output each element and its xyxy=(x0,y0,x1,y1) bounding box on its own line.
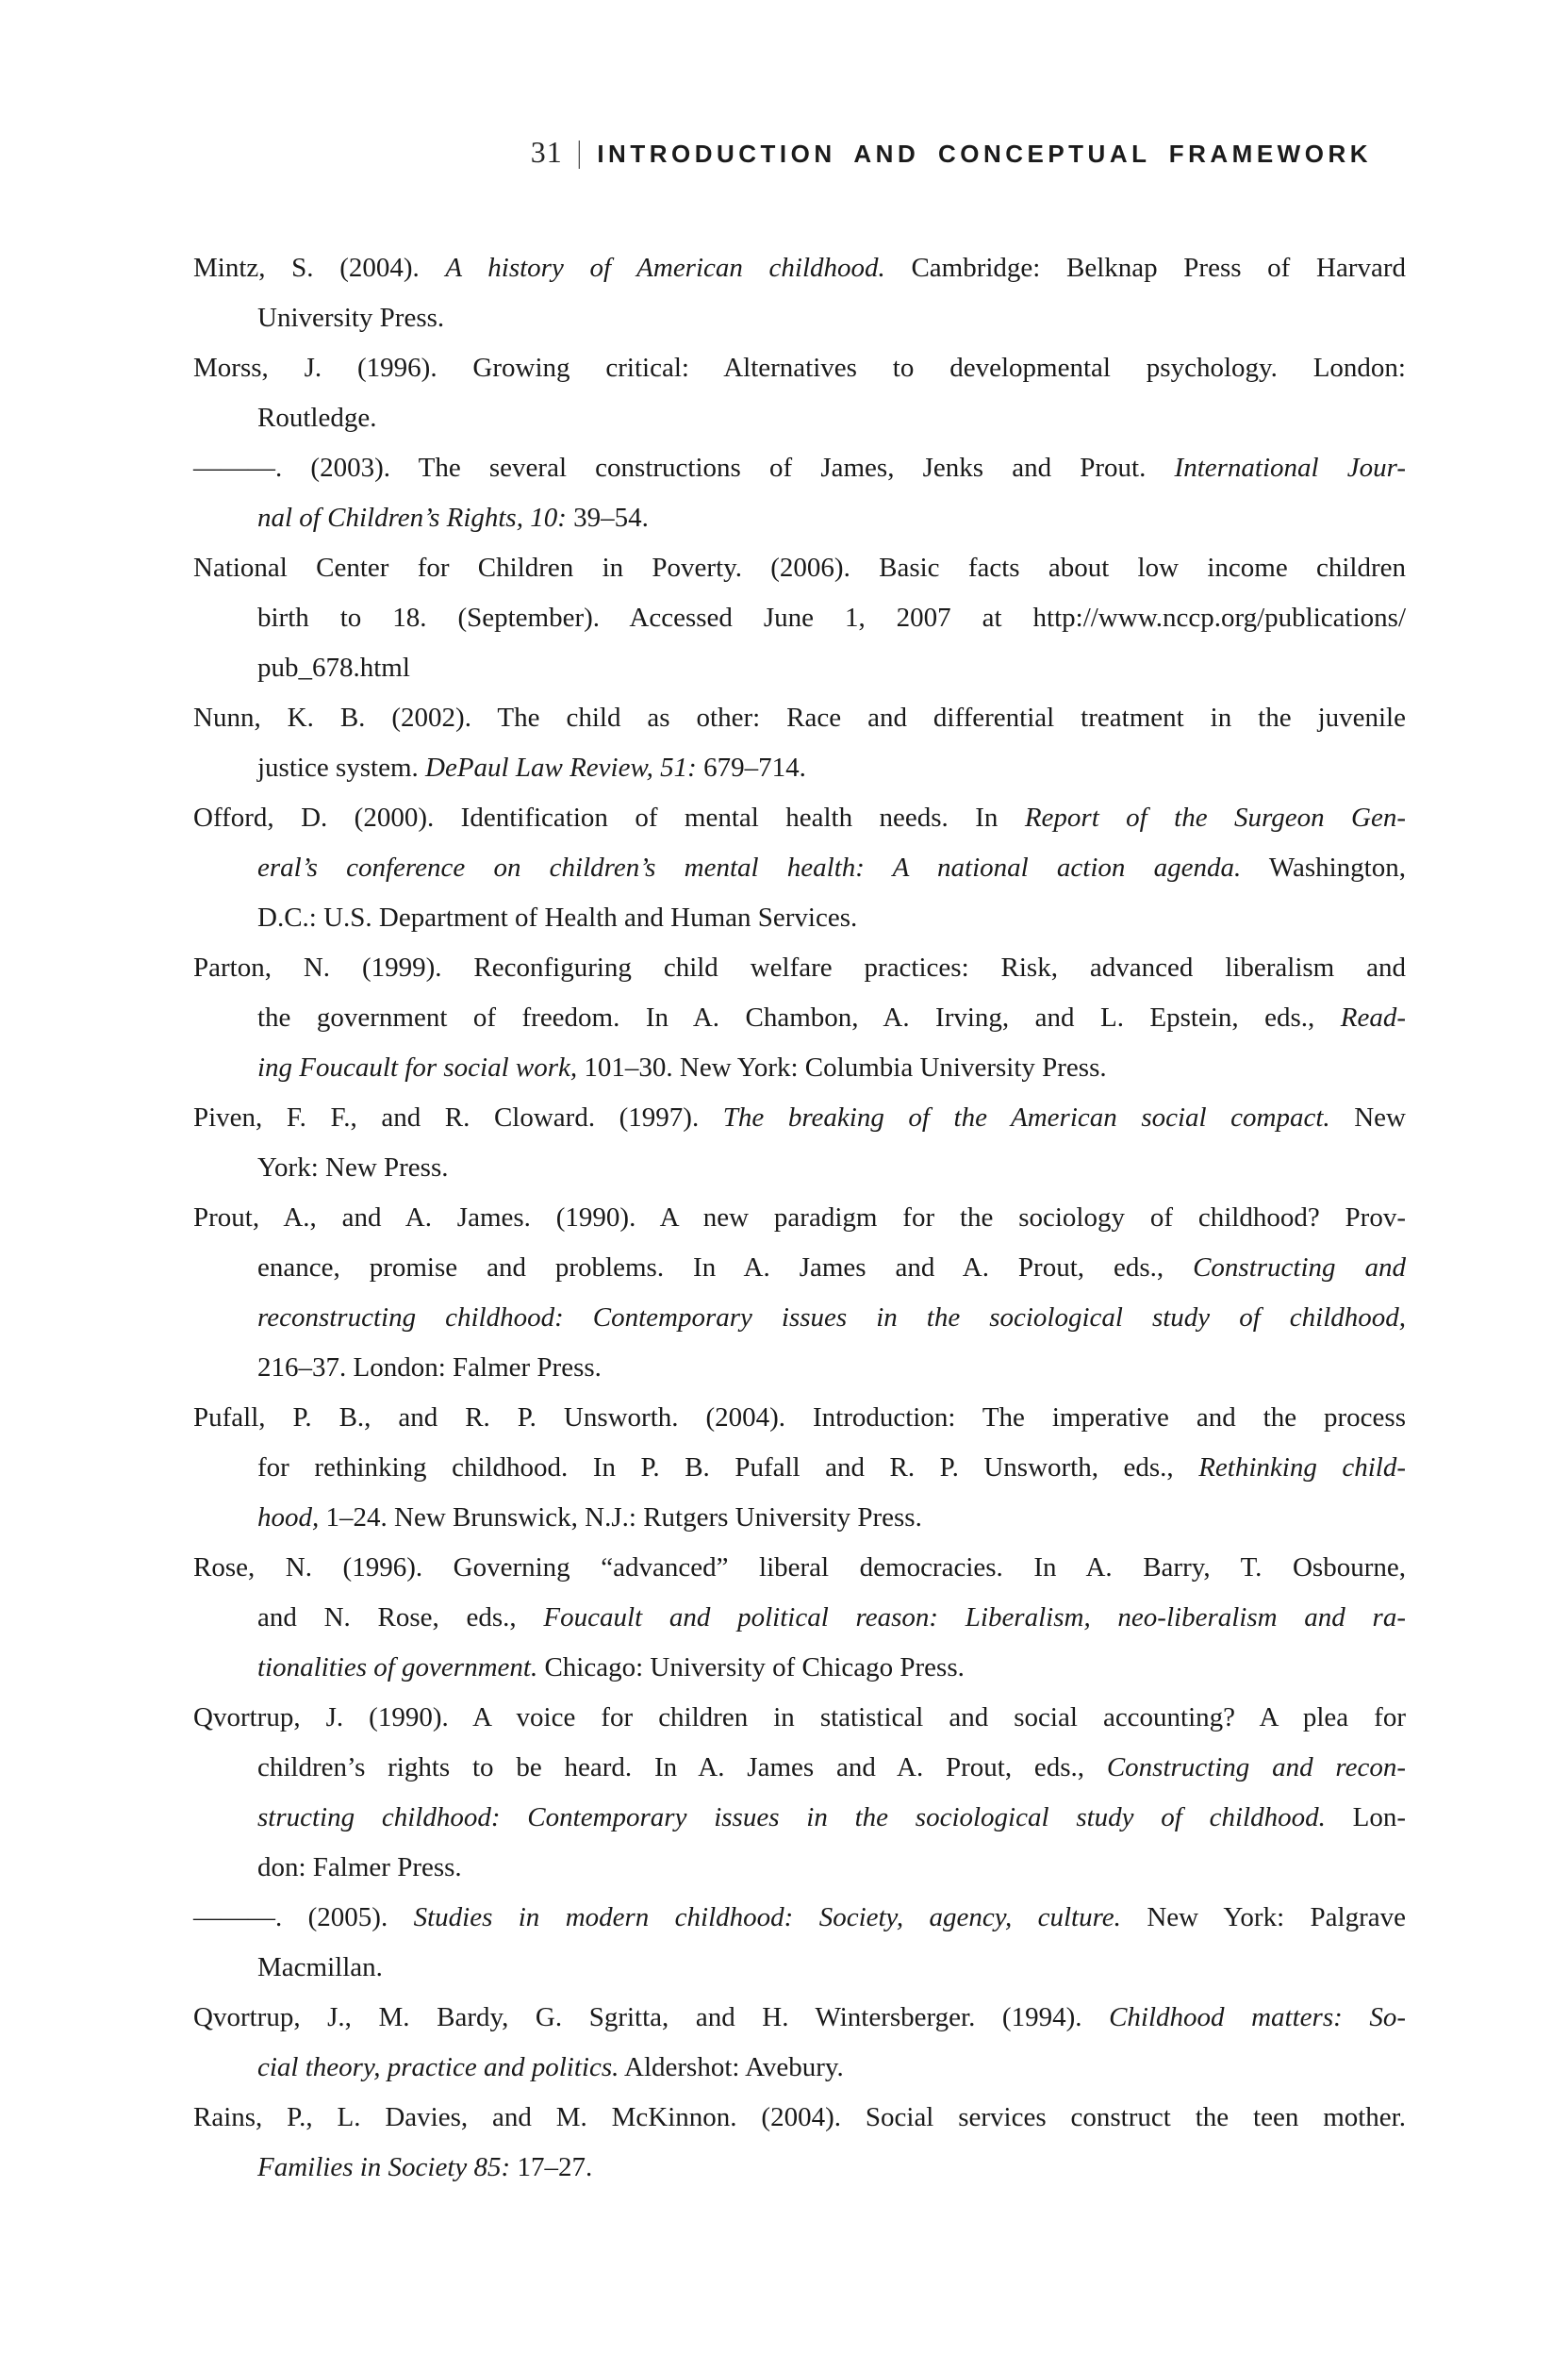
reference-item xyxy=(193,1893,1406,1993)
reference-item xyxy=(193,1543,1406,1693)
ref-italic-segment: nal of Children’s Rights, 10: xyxy=(257,503,567,533)
reference-line xyxy=(193,1443,1406,1493)
header-divider: | xyxy=(576,136,582,170)
reference-line xyxy=(193,1343,1406,1393)
reference-item xyxy=(193,543,1406,693)
ref-text-segment: Routledge. xyxy=(257,403,377,433)
reference-line xyxy=(193,2143,1406,2193)
reference-line xyxy=(193,443,1406,493)
reference-item xyxy=(193,343,1406,443)
ref-italic-segment: International Jour- xyxy=(1174,453,1406,483)
reference-item xyxy=(193,1993,1406,2093)
reference-line xyxy=(193,893,1406,943)
reference-line xyxy=(193,1393,1406,1443)
ref-text-segment: Lon- xyxy=(1325,1802,1406,1832)
reference-item xyxy=(193,693,1406,793)
ref-text-segment: Washington, xyxy=(1241,853,1406,883)
reference-line xyxy=(193,743,1406,793)
ref-italic-segment: Families in Society 85: xyxy=(257,2152,511,2182)
reference-item xyxy=(193,1193,1406,1393)
reference-line xyxy=(193,1743,1406,1793)
reference-line xyxy=(193,793,1406,843)
ref-text-segment: Nunn, K. B. (2002). The child as other: Race and differential treatment in the juvenile xyxy=(193,703,1406,733)
ref-text-segment: University Press. xyxy=(257,303,445,333)
ref-italic-segment: ing Foucault for social work, xyxy=(257,1052,578,1083)
ref-text-segment: Cambridge: Belknap Press of Harvard xyxy=(884,253,1406,283)
ref-text-segment: enance, promise and problems. In A. James and A. Prout, eds., xyxy=(257,1252,1194,1283)
ref-text-segment: Macmillan. xyxy=(257,1952,383,1982)
page-number: 31 xyxy=(530,135,563,169)
ref-italic-segment: The breaking of the American social compact. xyxy=(722,1102,1330,1133)
ref-italic-segment: Constructing and recon- xyxy=(1106,1752,1406,1782)
reference-line xyxy=(193,1693,1406,1743)
ref-text-segment: for rethinking childhood. In P. B. Pufall and R. P. Unsworth, eds., xyxy=(257,1452,1199,1483)
reference-line xyxy=(193,1043,1406,1093)
ref-text-segment: Chicago: University of Chicago Press. xyxy=(537,1652,965,1682)
reference-line xyxy=(193,543,1406,593)
ref-text-segment: Aldershot: Avebury. xyxy=(619,2052,844,2082)
ref-text-segment: 679–714. xyxy=(696,753,806,783)
reference-line xyxy=(193,1593,1406,1643)
reference-item xyxy=(193,243,1406,343)
ref-text-segment: don: Falmer Press. xyxy=(257,1852,462,1882)
reference-line xyxy=(193,1143,1406,1193)
ref-italic-segment: hood, xyxy=(257,1502,320,1533)
ref-text-segment: children’s rights to be heard. In A. James and A. Prout, eds., xyxy=(257,1752,1107,1782)
ref-text-segment: ———. (2005). xyxy=(193,1902,414,1932)
reference-line xyxy=(193,1293,1406,1343)
ref-text-segment: justice system. xyxy=(257,753,426,783)
reference-line xyxy=(193,1543,1406,1593)
ref-text-segment: 17–27. xyxy=(510,2152,593,2182)
ref-italic-segment: A history of American childhood. xyxy=(445,253,885,283)
ref-text-segment: 1–24. New Brunswick, N.J.: Rutgers University Press. xyxy=(319,1502,922,1533)
ref-italic-segment: Constructing and xyxy=(1193,1252,1406,1283)
ref-text-segment: Qvortrup, J. (1990). A voice for children in statistical and social accounting? A plea for xyxy=(193,1702,1406,1732)
ref-text-segment: pub_678.html xyxy=(257,653,410,683)
reference-item xyxy=(193,793,1406,943)
reference-line xyxy=(193,243,1406,293)
ref-text-segment: New York: Palgrave xyxy=(1120,1902,1406,1932)
reference-line xyxy=(193,393,1406,443)
ref-italic-segment: eral’s conference on children’s mental health: A national action agenda. xyxy=(257,853,1242,883)
ref-text-segment: Rose, N. (1996). Governing “advanced” liberal democracies. In A. Barry, T. Osbourne, xyxy=(193,1552,1406,1583)
reference-line xyxy=(193,1093,1406,1143)
ref-text-segment: 101–30. New York: Columbia University Press. xyxy=(577,1052,1107,1083)
reference-item xyxy=(193,2093,1406,2193)
reference-line xyxy=(193,993,1406,1043)
ref-text-segment: Morss, J. (1996). Growing critical: Alternatives to developmental psychology. London: xyxy=(193,353,1406,383)
reference-line xyxy=(193,1893,1406,1943)
reference-line xyxy=(193,1243,1406,1293)
reference-line xyxy=(193,943,1406,993)
reference-line xyxy=(193,1493,1406,1543)
ref-text-segment: 39–54. xyxy=(566,503,649,533)
ref-italic-segment: Studies in modern childhood: Society, agency, culture. xyxy=(413,1902,1121,1932)
ref-text-segment: Piven, F. F., and R. Cloward. (1997). xyxy=(193,1102,723,1133)
ref-italic-segment: DePaul Law Review, 51: xyxy=(425,753,697,783)
ref-text-segment: Qvortrup, J., M. Bardy, G. Sgritta, and H. Wintersberger. (1994). xyxy=(193,2002,1110,2032)
ref-text-segment: National Center for Children in Poverty. (2006). Basic facts about low income children xyxy=(193,553,1406,583)
ref-text-segment: birth to 18. (September). Accessed June 1, 2007 at http://www.nccp.org/publications/ xyxy=(257,603,1406,633)
ref-italic-segment: reconstructing childhood: Contemporary issues in the sociological study of childhood, xyxy=(257,1302,1406,1333)
reference-line xyxy=(193,343,1406,393)
reference-item xyxy=(193,943,1406,1093)
ref-italic-segment: Read- xyxy=(1340,1003,1406,1033)
reference-line xyxy=(193,2043,1406,2093)
ref-text-segment: the government of freedom. In A. Chambon, A. Irving, and L. Epstein, eds., xyxy=(257,1003,1341,1033)
ref-italic-segment: cial theory, practice and politics. xyxy=(257,2052,619,2082)
ref-text-segment: Parton, N. (1999). Reconfiguring child welfare practices: Risk, advanced liberalism and xyxy=(193,953,1406,983)
reference-line xyxy=(193,693,1406,743)
reference-line xyxy=(193,293,1406,343)
ref-text-segment: Pufall, P. B., and R. P. Unsworth. (2004). Introduction: The imperative and the process xyxy=(193,1402,1406,1433)
ref-italic-segment: tionalities of government. xyxy=(257,1652,538,1682)
ref-text-segment: Mintz, S. (2004). xyxy=(193,253,446,283)
ref-text-segment: ———. (2003). The several constructions of James, Jenks and Prout. xyxy=(193,453,1175,483)
ref-text-segment: New xyxy=(1329,1102,1406,1133)
reference-line xyxy=(193,593,1406,643)
reference-line xyxy=(193,1643,1406,1693)
reference-line xyxy=(193,2093,1406,2143)
reference-line xyxy=(193,1793,1406,1843)
ref-italic-segment: structing childhood: Contemporary issues in the sociological study of childhood. xyxy=(257,1802,1326,1832)
ref-italic-segment: Rethinking child- xyxy=(1198,1452,1407,1483)
reference-line xyxy=(193,1943,1406,1993)
running-head-title: INTRODUCTION AND CONCEPTUAL FRAMEWORK xyxy=(597,140,1372,168)
ref-text-segment: D.C.: U.S. Department of Health and Human Services. xyxy=(257,903,858,933)
references-list xyxy=(193,243,1406,2193)
ref-text-segment: 216–37. London: Falmer Press. xyxy=(257,1352,602,1383)
ref-text-segment: York: New Press. xyxy=(257,1152,449,1183)
reference-item xyxy=(193,1693,1406,1893)
reference-item xyxy=(193,443,1406,543)
ref-text-segment: and N. Rose, eds., xyxy=(257,1602,544,1632)
ref-text-segment: Prout, A., and A. James. (1990). A new paradigm for the sociology of childhood? Prov- xyxy=(193,1202,1406,1233)
reference-line xyxy=(193,643,1406,693)
reference-line xyxy=(193,1993,1406,2043)
ref-italic-segment: Foucault and political reason: Liberalism, neo-liberalism and ra- xyxy=(543,1602,1406,1632)
running-head xyxy=(531,135,1372,171)
ref-text-segment: Offord, D. (2000). Identification of mental health needs. In xyxy=(193,803,1025,833)
ref-italic-segment: Report of the Surgeon Gen- xyxy=(1024,803,1407,833)
ref-text-segment: Rains, P., L. Davies, and M. McKinnon. (2004). Social services construct the teen mother. xyxy=(193,2102,1406,2132)
reference-line xyxy=(193,843,1406,893)
reference-item xyxy=(193,1093,1406,1193)
ref-italic-segment: Childhood matters: So- xyxy=(1109,2002,1406,2032)
reference-line xyxy=(193,493,1406,543)
reference-item xyxy=(193,1393,1406,1543)
reference-line xyxy=(193,1193,1406,1243)
reference-line xyxy=(193,1843,1406,1893)
